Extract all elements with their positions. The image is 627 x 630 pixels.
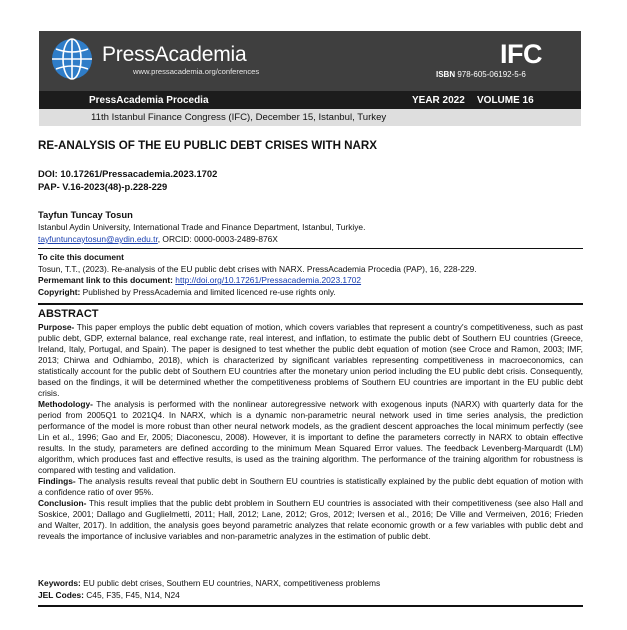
- year-label: YEAR 2022: [412, 95, 465, 106]
- abstract-heading: ABSTRACT: [38, 308, 99, 320]
- divider-thick: [38, 303, 583, 305]
- abstract-conclusion: Conclusion- This result implies that the public debt problem in Southern EU countries is associated with their competitiveness (see also Hall and Soskice, 2001; Dallago and Guglielmetti, 2011; Hall, 2012; Lane, 2012; Gros, 2012; Iversen et al., 2016; De Ville and Vermeiven, 2016; Frieden and Walter, 2017). In addition, the analysis goes beyond parametric analyzes that relate economic growth or a few variables with public debt and reveals the importance of inclusive variables and non-parametric analyzes in the estimation of public debt.: [38, 498, 583, 541]
- cite-heading: To cite this document: [38, 252, 124, 262]
- doi-block: [38, 167, 217, 193]
- congress-label: 11th Istanbul Finance Congress (IFC), December 15, Istanbul, Turkey: [91, 112, 387, 123]
- brand-url: www.pressacademia.org/conferences: [133, 67, 260, 76]
- abstract-findings: Findings- The analysis results reveal that public debt in Southern EU countries is statistically explained by the public debt equation of motion with a confidence ratio of over 95%.: [38, 476, 583, 497]
- brand-name: PressAcademia: [102, 43, 247, 66]
- permanent-link-label: Permemant link to this document:: [38, 275, 176, 285]
- abstract-purpose: Purpose- This paper employs the public debt equation of motion, which covers variables that represent a country's competitiveness, such as past public debt, GDP, external balance, real exchange rate, real interest, and inflation, to estimate the public debt of Southern EU countries (Greece, Ireland, Italy, Portugal, and Spain). The paper is designed to test whether the public debt equation of motion (see Croce and Ramon, 2003; IMF, 2013; Chirwa and Odhiambo, 2018), which is characterized by significant variables representing competitiveness in macroeconomics, can statistically account for the public debt of Southern EU countries after the monetary union period including the EU public debt crisis. Consequently, based on the findings, it will be determined whether the competitiveness problems of Southern EU countries are important in the EU public debt crisis.: [38, 322, 583, 398]
- copyright-label: Copyright:: [38, 286, 81, 297]
- copyright-text: Published by PressAcademia and limited licenced re-use rights only.: [80, 286, 336, 297]
- affiliation: Istanbul Aydin University, International Trade and Finance Department, Istanbul, Turkiye.: [38, 222, 366, 232]
- cite-text: Tosun, T.T., (2023). Re-analysis of the EU public debt crises with NARX. PressAcademia Procedia (PAP), 16, 228-229.: [38, 263, 477, 274]
- pap-reference: PAP- V.16-2023(48)-p.228-229: [38, 181, 168, 192]
- article-title: RE-ANALYSIS OF THE EU PUBLIC DEBT CRISES WITH NARX: [38, 139, 378, 152]
- volume-label: VOLUME 16: [477, 95, 534, 106]
- divider: [38, 248, 583, 249]
- abstract-body: [38, 322, 583, 542]
- globe-logo-icon: [50, 37, 94, 81]
- author-affiliation-block: [38, 221, 365, 245]
- author-email-link[interactable]: tayfuntuncaytosun@aydin.edu.tr: [38, 234, 158, 244]
- orcid: , ORCID: 0000-0003-2489-876X: [157, 234, 278, 244]
- permanent-link[interactable]: http://doi.org/10.17261/Pressacademia.2023.1702: [175, 275, 362, 285]
- jel-codes: JEL Codes: C45, F35, F45, N14, N24: [38, 589, 180, 600]
- header-bar: [39, 91, 581, 109]
- abstract-methodology: Methodology- The analysis is performed with the nonlinear autoregressive network with exogenous inputs (NARX) with quarterly data for the period from 2005Q1 to 2021Q4. In NARX, which is a dynamic non-parametric neural network used in time series analysis, the prediction performance of the model is more robust than other neural network models, as the gradient descent approaches the local minimum perfectly (see Lin et al., 1996; Gao and Er, 2005; Diaconescu, 2008). However, it is important to define the parameters correctly in NARX to obtain effective results. In the study, parameters are defined according to the minimum Mean Squared Error values. The feedback Levenberg-Marquardt (LM) algorithm, which produces fast and effective results, is used as the training algorithm. The performance of the training algorithm for robustness is compared with testing and validation.: [38, 399, 583, 475]
- procedia-label: PressAcademia Procedia: [89, 95, 209, 106]
- journal-code: IFC: [500, 39, 542, 69]
- citation-block: [38, 252, 583, 298]
- author-name: Tayfun Tuncay Tosun: [38, 209, 133, 220]
- keywords-block: [38, 578, 583, 601]
- keywords: Keywords: EU public debt crises, Southern EU countries, NARX, competitiveness problems: [38, 578, 381, 588]
- isbn: ISBN 978-605-06192-5-6: [436, 70, 526, 79]
- doi: DOI: 10.17261/Pressacademia.2023.1702: [38, 168, 218, 179]
- divider-bottom: [38, 605, 583, 607]
- congress-bar: [39, 109, 581, 126]
